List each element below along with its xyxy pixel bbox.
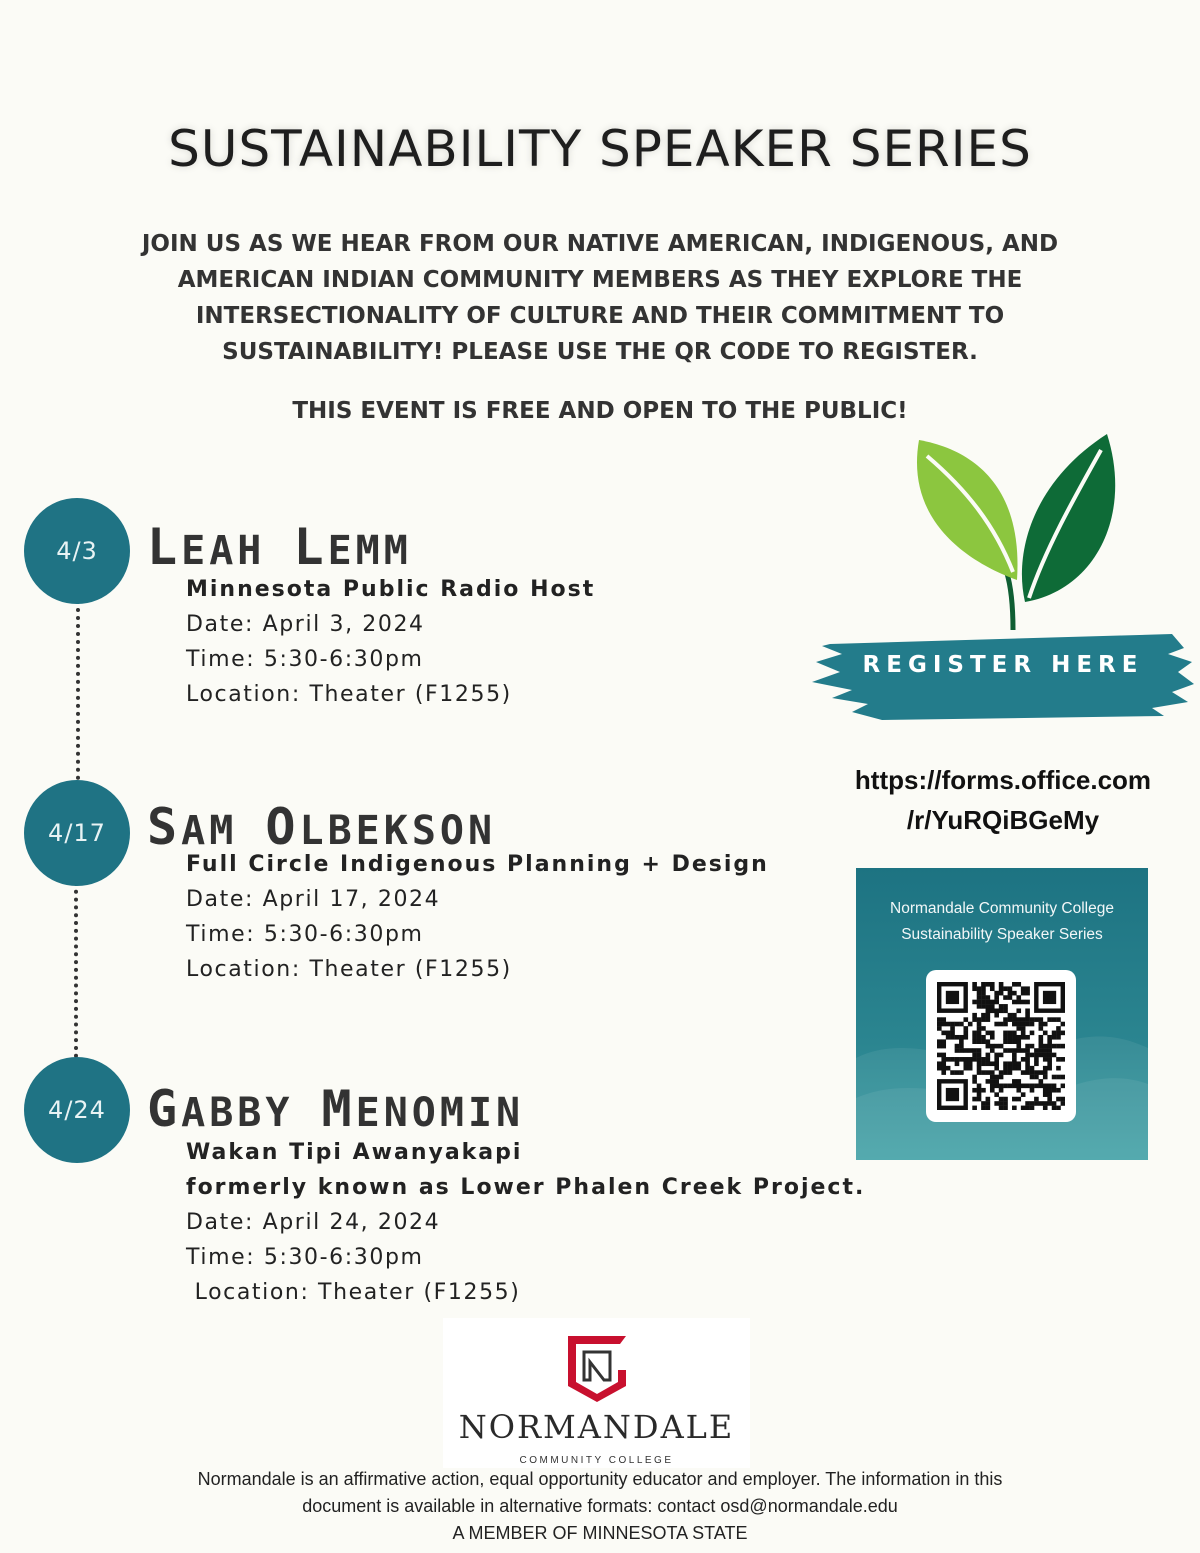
event-time: Time: 5:30-6:30pm — [186, 922, 424, 947]
normandale-emblem-icon — [562, 1330, 632, 1402]
speaker-role: Wakan Tipi Awanyakapi — [186, 1140, 523, 1165]
free-event-note: THIS EVENT IS FREE AND OPEN TO THE PUBLIC! — [292, 398, 908, 424]
intro-paragraph: JOIN US AS WE HEAR FROM OUR NATIVE AMERICAN, INDIGENOUS, AND AMERICAN INDIAN COMMUNITY MEMBERS AS THEY EXPLORE THE INTERSECTIONALITY OF CULTURE AND THEIR COMMITMENT TO SUSTAINABILITY! PLEASE USE THE QR CODE TO REGISTER. — [141, 231, 1059, 365]
qr-code-pattern — [937, 982, 1065, 1110]
speaker-details — [186, 1135, 865, 1310]
speaker-role: Full Circle Indigenous Planning + Design — [186, 852, 769, 877]
event-time: Time: 5:30-6:30pm — [186, 647, 424, 672]
speaker-name: GABBY MENOMIN — [147, 1080, 525, 1138]
qr-code[interactable] — [926, 970, 1076, 1122]
event-location: Location: Theater (F1255) — [186, 1280, 521, 1305]
speaker-details — [186, 847, 769, 987]
speaker-name: LEAH LEMM — [147, 518, 412, 576]
speaker-name: SAM OLBEKSON — [147, 798, 497, 856]
event-time: Time: 5:30-6:30pm — [186, 1245, 424, 1270]
qr-card-title: Normandale Community College Sustainability Speaker Series — [890, 900, 1114, 943]
speaker-details — [186, 572, 595, 712]
logo-wordmark: NORMANDALE — [458, 1408, 735, 1446]
event-date: Date: April 3, 2024 — [186, 612, 425, 637]
event-location: Location: Theater (F1255) — [186, 682, 512, 707]
event-location: Location: Theater (F1255) — [186, 957, 512, 982]
leaves-icon — [905, 430, 1135, 635]
date-badge: 4/24 — [24, 1057, 130, 1163]
event-date: Date: April 17, 2024 — [186, 887, 441, 912]
speaker-role: Minnesota Public Radio Host — [186, 577, 596, 602]
footer-disclaimer: Normandale is an affirmative action, equal opportunity educator and employer. The information in this document is available in alternative formats: contact osd@normandale.edu A MEMBER OF MINNESOTA STATE — [197, 1469, 1003, 1543]
speaker-role-note: formerly known as Lower Phalen Creek Project. — [186, 1175, 866, 1200]
qr-card — [856, 868, 1148, 1160]
timeline-connector — [76, 600, 80, 780]
logo-subtitle: COMMUNITY COLLEGE — [519, 1455, 674, 1466]
page-title: SUSTAINABILITY SPEAKER SERIES — [168, 120, 1032, 178]
date-badge: 4/3 — [24, 498, 130, 604]
registration-url[interactable]: https://forms.office.com /r/YuRQiBGeMy — [854, 765, 1152, 835]
timeline-connector — [74, 882, 78, 1058]
register-here-button[interactable]: REGISTER HERE — [862, 652, 1144, 678]
event-date: Date: April 24, 2024 — [186, 1210, 441, 1235]
date-badge: 4/17 — [24, 780, 130, 886]
